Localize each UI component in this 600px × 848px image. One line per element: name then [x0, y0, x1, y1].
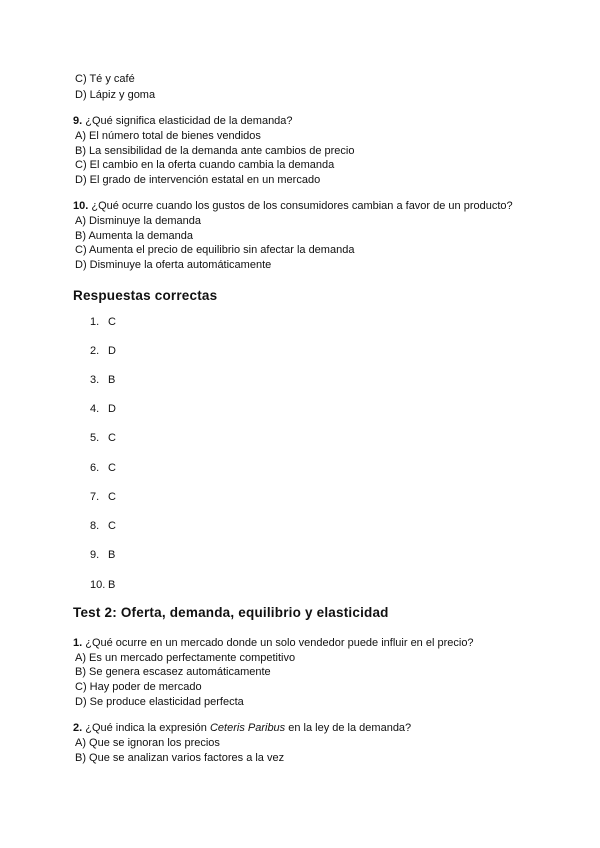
question-text-emphasis: Ceteris Paribus: [209, 722, 286, 734]
answer-number: 8.: [90, 520, 100, 532]
question-text-before: ¿Qué indica la expresión: [82, 722, 210, 734]
answer-item: [90, 462, 116, 474]
option-line: C) Té y café: [75, 73, 135, 85]
test2-question-1: [73, 636, 474, 650]
answer-value: D: [108, 345, 116, 357]
option-line: C) Aumenta el precio de equilibrio sin afectar la demanda: [75, 244, 355, 256]
question-10: [73, 199, 513, 213]
option-line: B) Aumenta la demanda: [75, 230, 194, 242]
answer-number: 10.: [90, 579, 106, 591]
answer-value: C: [108, 316, 116, 328]
option-line: A) Que se ignoran los precios: [75, 737, 220, 749]
option-line: B) Se genera escasez automáticamente: [75, 666, 271, 678]
option-line: A) El número total de bienes vendidos: [75, 130, 261, 142]
option-line: D) Disminuye la oferta automáticamente: [75, 259, 272, 271]
answer-value: C: [108, 432, 116, 444]
option-line: B) Que se analizan varios factores a la vez: [75, 752, 285, 764]
answer-item: [90, 403, 116, 415]
question-text: ¿Qué significa elasticidad de la demanda?: [82, 115, 293, 127]
answer-number: 7.: [90, 491, 100, 503]
answer-number: 2.: [90, 345, 100, 357]
answer-item: [90, 374, 115, 386]
option-line: A) Es un mercado perfectamente competitivo: [75, 652, 296, 664]
answers-heading: Respuestas correctas: [73, 288, 218, 303]
answer-item: [90, 491, 116, 503]
question-number: 2.: [73, 722, 83, 734]
answer-number: 4.: [90, 403, 100, 415]
option-line: C) Hay poder de mercado: [75, 681, 202, 693]
test2-heading: Test 2: Oferta, demanda, equilibrio y elasticidad: [73, 605, 389, 620]
answer-value: B: [108, 579, 116, 591]
option-line: D) Lápiz y goma: [75, 89, 156, 101]
answer-item: [90, 316, 116, 328]
question-number: 1.: [73, 637, 83, 649]
answer-number: 3.: [90, 374, 100, 386]
answer-value: C: [108, 520, 116, 532]
option-line: B) La sensibilidad de la demanda ante cambios de precio: [75, 145, 355, 157]
answer-number: 6.: [90, 462, 100, 474]
question-number: 10.: [73, 200, 89, 212]
answer-value: D: [108, 403, 116, 415]
answer-item: [90, 520, 116, 532]
question-9: [73, 114, 293, 128]
question-text-after: en la ley de la demanda?: [285, 722, 412, 734]
option-line: C) El cambio en la oferta cuando cambia la demanda: [75, 159, 335, 171]
option-line: D) El grado de intervención estatal en un mercado: [75, 174, 321, 186]
answer-item: [90, 345, 116, 357]
answer-number: 9.: [90, 549, 100, 561]
answer-value: B: [108, 549, 116, 561]
answer-value: B: [108, 374, 116, 386]
answer-item: [90, 579, 115, 591]
question-text: ¿Qué ocurre en un mercado donde un solo vendedor puede influir en el precio?: [82, 637, 474, 649]
option-line: A) Disminuye la demanda: [75, 215, 201, 227]
answer-number: 1.: [90, 316, 100, 328]
test2-question-2: [73, 721, 411, 735]
answer-number: 5.: [90, 432, 100, 444]
question-number: 9.: [73, 115, 83, 127]
answer-item: [90, 432, 116, 444]
question-text: ¿Qué ocurre cuando los gustos de los consumidores cambian a favor de un producto?: [88, 200, 513, 212]
answer-item: [90, 549, 115, 561]
option-line: D) Se produce elasticidad perfecta: [75, 696, 244, 708]
answer-value: C: [108, 491, 116, 503]
answer-value: C: [108, 462, 116, 474]
